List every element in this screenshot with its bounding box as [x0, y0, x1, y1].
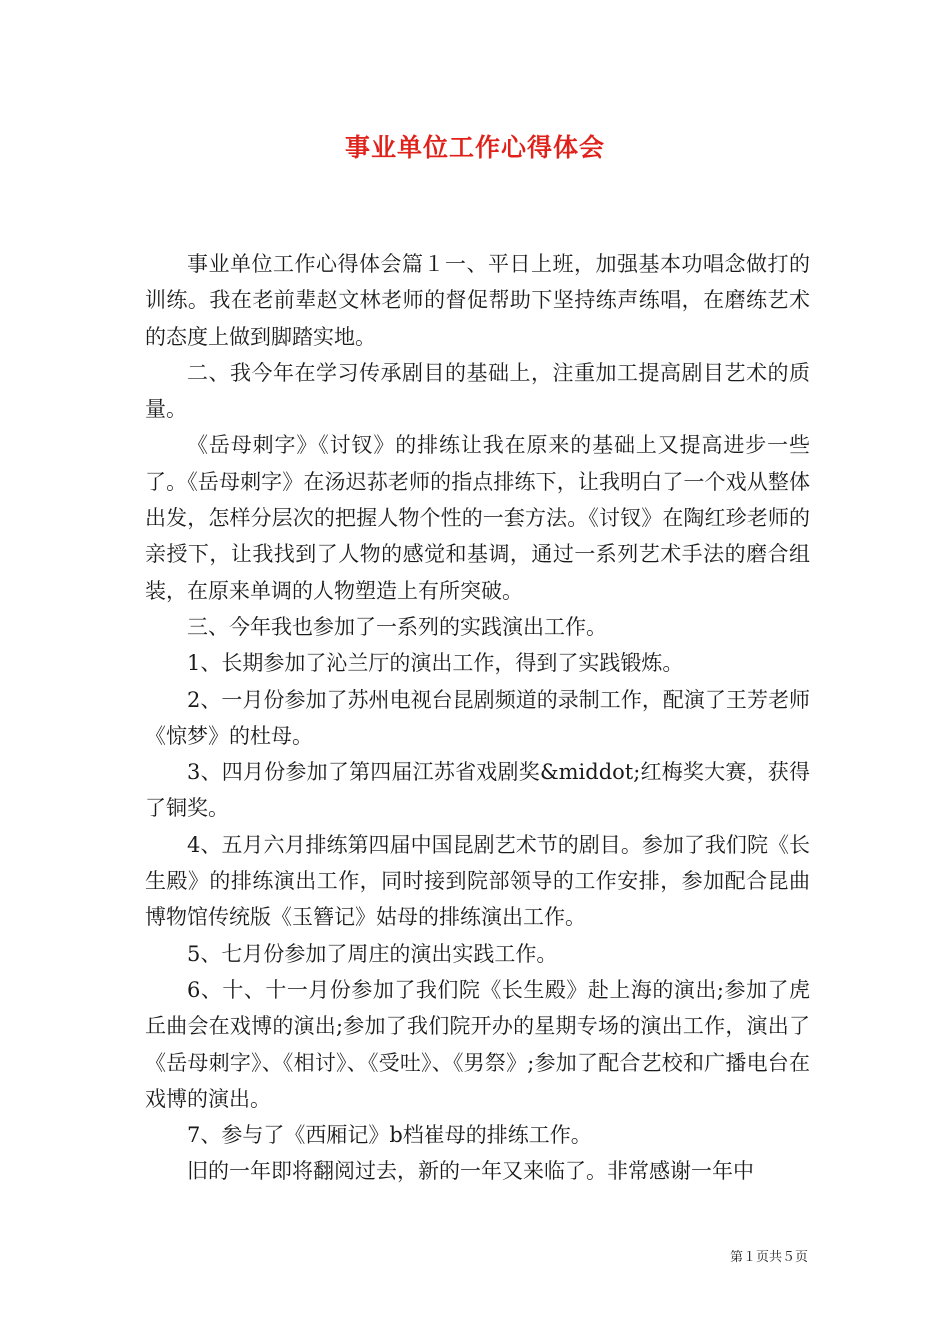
paragraph: 5、七月份参加了周庄的演出实践工作。	[187, 941, 558, 966]
document-title: 事业单位工作心得体会	[344, 133, 605, 162]
page-number: 第１页共５页	[729, 1250, 808, 1265]
paragraph: 1、长期参加了沁兰厅的演出工作，得到了实践锻炼。	[187, 651, 684, 676]
paragraph: 7、参与了《西厢记》b档崔母的排练工作。	[187, 1123, 592, 1148]
paragraph: 6、十、十一月份参加了我们院《长生殿》赴上海的演出;参加了虎丘曲会在戏博的演出;参加了我们院开办的星期专场的演出工作，演出了《岳母刺字》、《相讨》、《受吐》、《男祭》;参加了配合艺校和广播电台在戏博的演出。	[145, 977, 810, 1111]
paragraph: 旧的一年即将翻阅过去，新的一年又来临了。非常感谢一年中	[187, 1159, 754, 1184]
paragraph: 3、四月份参加了第四届江苏省戏剧奖&middot;红梅奖大赛，获得了铜奖。	[145, 760, 810, 821]
paragraph: 三、今年我也参加了一系列的实践演出工作。	[187, 614, 607, 639]
paragraph: 《岳母刺字》《讨钗》的排练让我在原来的基础上又提高进步一些了。《岳母刺字》在汤迟荪老师的指点排练下，让我明白了一个戏从整体出发，怎样分层次的把握人物个性的一套方法。《讨钗》在陶红珍老师的亲授下，让我找到了人物的感觉和基调，通过一系列艺术手法的磨合组装，在原来单调的人物塑造上有所突破。	[145, 433, 810, 603]
paragraph: 事业单位工作心得体会篇１一、平日上班，加强基本功唱念做打的训练。我在老前辈赵文林老师的督促帮助下坚持练声练唱，在磨练艺术的态度上做到脚踏实地。	[145, 252, 810, 349]
paragraph: 4、五月六月排练第四届中国昆剧艺术节的剧目。参加了我们院《长生殿》的排练演出工作，同时接到院部领导的工作安排，参加配合昆曲博物馆传统版《玉簪记》姑母的排练演出工作。	[145, 832, 810, 930]
paragraph: 二、我今年在学习传承剧目的基础上，注重加工提高剧目艺术的质量。	[145, 360, 810, 422]
document-body	[145, 246, 810, 1190]
paragraph: 2、一月份参加了苏州电视台昆剧频道的录制工作，配演了王芳老师《惊梦》的杜母。	[145, 687, 810, 748]
